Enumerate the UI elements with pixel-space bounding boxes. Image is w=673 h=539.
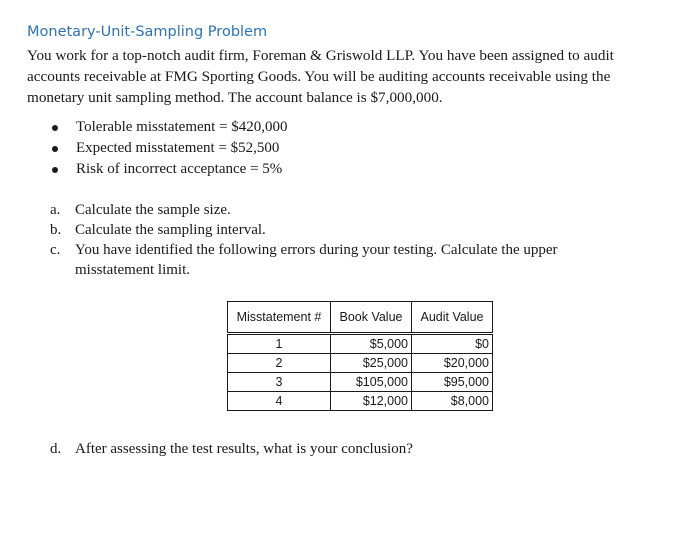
question-text: Calculate the sample size. xyxy=(75,202,231,218)
cell-audit-value: $95,000 xyxy=(412,373,493,392)
column-header-audit-value: Audit Value xyxy=(412,302,493,334)
cell-misstatement-number: 3 xyxy=(228,373,331,392)
table-row xyxy=(228,334,493,354)
given-facts-list xyxy=(46,117,288,180)
question-text: After assessing the test results, what is your conclusion? xyxy=(75,441,413,457)
intro-line: monetary unit sampling method. The account balance is $7,000,000. xyxy=(27,89,443,106)
table-header-row xyxy=(228,302,493,334)
cell-book-value: $25,000 xyxy=(331,354,412,373)
misstatement-table xyxy=(227,301,493,411)
cell-misstatement-number: 1 xyxy=(228,334,331,354)
question-text: misstatement limit. xyxy=(75,262,190,278)
question-marker: a. xyxy=(50,202,61,218)
table-row xyxy=(228,392,493,411)
question-b xyxy=(50,220,558,240)
question-marker: b. xyxy=(50,222,62,238)
cell-book-value: $5,000 xyxy=(331,334,412,354)
questions-list xyxy=(50,200,558,280)
cell-audit-value: $8,000 xyxy=(412,392,493,411)
cell-misstatement-number: 2 xyxy=(228,354,331,373)
question-a xyxy=(50,200,558,220)
question-text: Calculate the sampling interval. xyxy=(75,222,266,238)
bullet-expected-misstatement: Expected misstatement = $52,500 xyxy=(46,138,288,159)
question-marker: d. xyxy=(50,441,62,457)
page-title: Monetary-Unit-Sampling Problem xyxy=(27,24,268,40)
column-header-misstatement-number: Misstatement # xyxy=(228,302,331,334)
table-row xyxy=(228,354,493,373)
cell-audit-value: $20,000 xyxy=(412,354,493,373)
bullet-tolerable-misstatement: Tolerable misstatement = $420,000 xyxy=(46,117,288,138)
intro-line: accounts receivable at FMG Sporting Goods. You will be auditing accounts receivable using the xyxy=(27,68,611,85)
cell-audit-value: $0 xyxy=(412,334,493,354)
cell-misstatement-number: 4 xyxy=(228,392,331,411)
bullet-risk-of-incorrect-acceptance: Risk of incorrect acceptance = 5% xyxy=(46,159,288,180)
question-c xyxy=(50,240,558,280)
question-d xyxy=(50,439,413,459)
column-header-book-value: Book Value xyxy=(331,302,412,334)
cell-book-value: $12,000 xyxy=(331,392,412,411)
cell-book-value: $105,000 xyxy=(331,373,412,392)
intro-line: You work for a top-notch audit firm, Foreman & Griswold LLP. You have been assigned to audit xyxy=(27,47,614,64)
table-row xyxy=(228,373,493,392)
question-marker: c. xyxy=(50,242,61,258)
intro-paragraph xyxy=(27,45,662,108)
question-text: You have identified the following errors during your testing. Calculate the upper xyxy=(75,242,558,258)
